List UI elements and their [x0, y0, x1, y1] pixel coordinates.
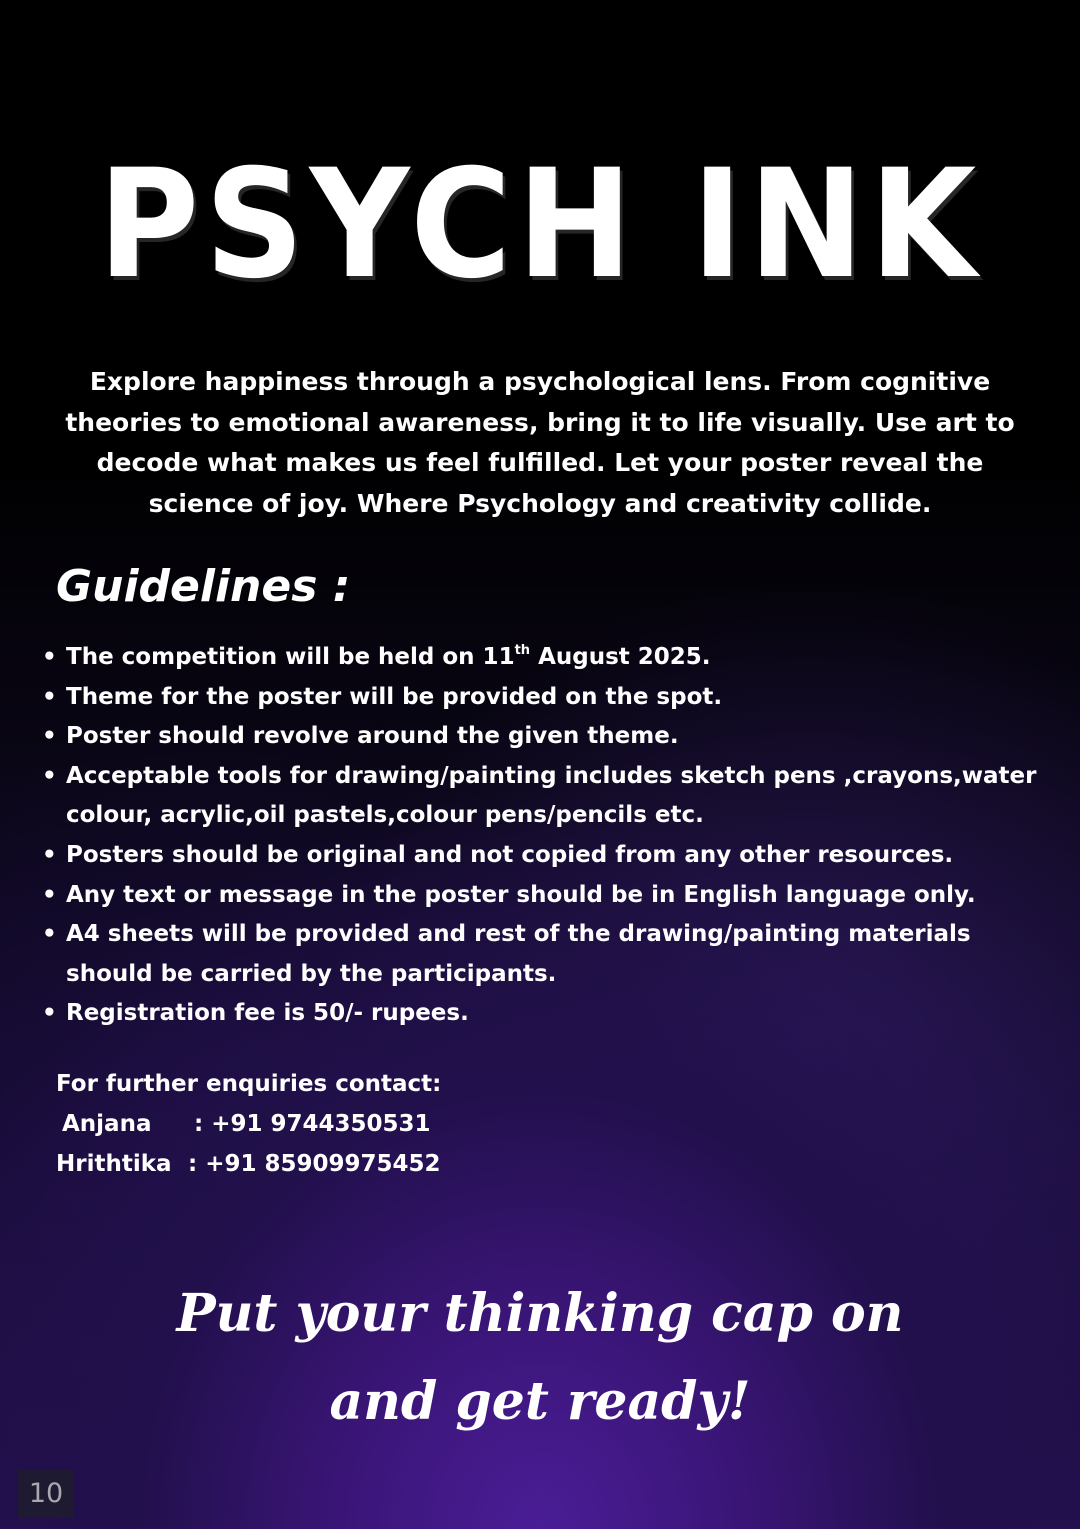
- list-item: [42, 876, 1056, 916]
- list-item-text: Theme for the poster will be provided on the spot.: [66, 683, 723, 710]
- contact-name: Hrithtika: [56, 1151, 172, 1177]
- list-item: [42, 678, 1056, 718]
- contact-phone: : +91 9744350531: [194, 1111, 431, 1137]
- list-item: [42, 638, 1056, 678]
- bullet-icon: •: [42, 921, 57, 948]
- list-item: [42, 915, 1056, 994]
- list-item: [42, 836, 1056, 876]
- list-item: [42, 994, 1056, 1034]
- bullet-icon: •: [42, 723, 57, 750]
- contact-heading: For further enquiries contact:: [56, 1071, 442, 1097]
- contact-block: [56, 1064, 656, 1184]
- list-item-text: Registration fee is 50/- rupees.: [66, 1000, 469, 1027]
- bullet-icon: •: [42, 841, 57, 868]
- contact-phone: : +91 85909975452: [188, 1151, 441, 1177]
- bullet-icon: •: [42, 762, 57, 789]
- list-item-text: Poster should revolve around the given theme.: [66, 723, 679, 750]
- contact-name: Anjana: [62, 1111, 152, 1137]
- intro-paragraph: Explore happiness through a psychological lens. From cognitive theories to emotional awareness, bring it to life visually. Use art to decode what makes us feel fulfilled. Let your poster reveal the science of joy. Where Psychology and creativity collide.: [65, 367, 1015, 518]
- list-item-text: Any text or message in the poster should be in English language only.: [66, 881, 976, 908]
- poster-title: PSYCH INK: [98, 138, 982, 312]
- bullet-icon: •: [42, 683, 57, 710]
- bullet-icon: •: [42, 881, 57, 908]
- list-item-text: The competition will be held on 11: [66, 644, 515, 670]
- list-item: [42, 757, 1056, 836]
- contact-row: [56, 1144, 656, 1184]
- list-item-text: August 2025.: [530, 644, 711, 670]
- page-number: 10: [18, 1470, 74, 1518]
- list-item-text: Acceptable tools for drawing/painting includes sketch pens ,crayons,water colour, acrylic,oil pastels,colour pens/pencils etc.: [66, 762, 1037, 829]
- tagline: Put your thinking cap on and get ready!: [176, 1283, 904, 1432]
- list-item-text: Posters should be original and not copied from any other resources.: [66, 841, 954, 868]
- list-item-text: A4 sheets will be provided and rest of the drawing/painting materials should be carried by the participants.: [66, 921, 971, 987]
- guidelines-heading: Guidelines :: [56, 561, 351, 612]
- bullet-icon: •: [42, 1000, 57, 1027]
- guidelines-list: [42, 638, 1056, 1034]
- bullet-icon: •: [42, 644, 57, 670]
- contact-row: [56, 1104, 656, 1144]
- ordinal-suffix: th: [514, 643, 531, 658]
- list-item: [42, 717, 1056, 757]
